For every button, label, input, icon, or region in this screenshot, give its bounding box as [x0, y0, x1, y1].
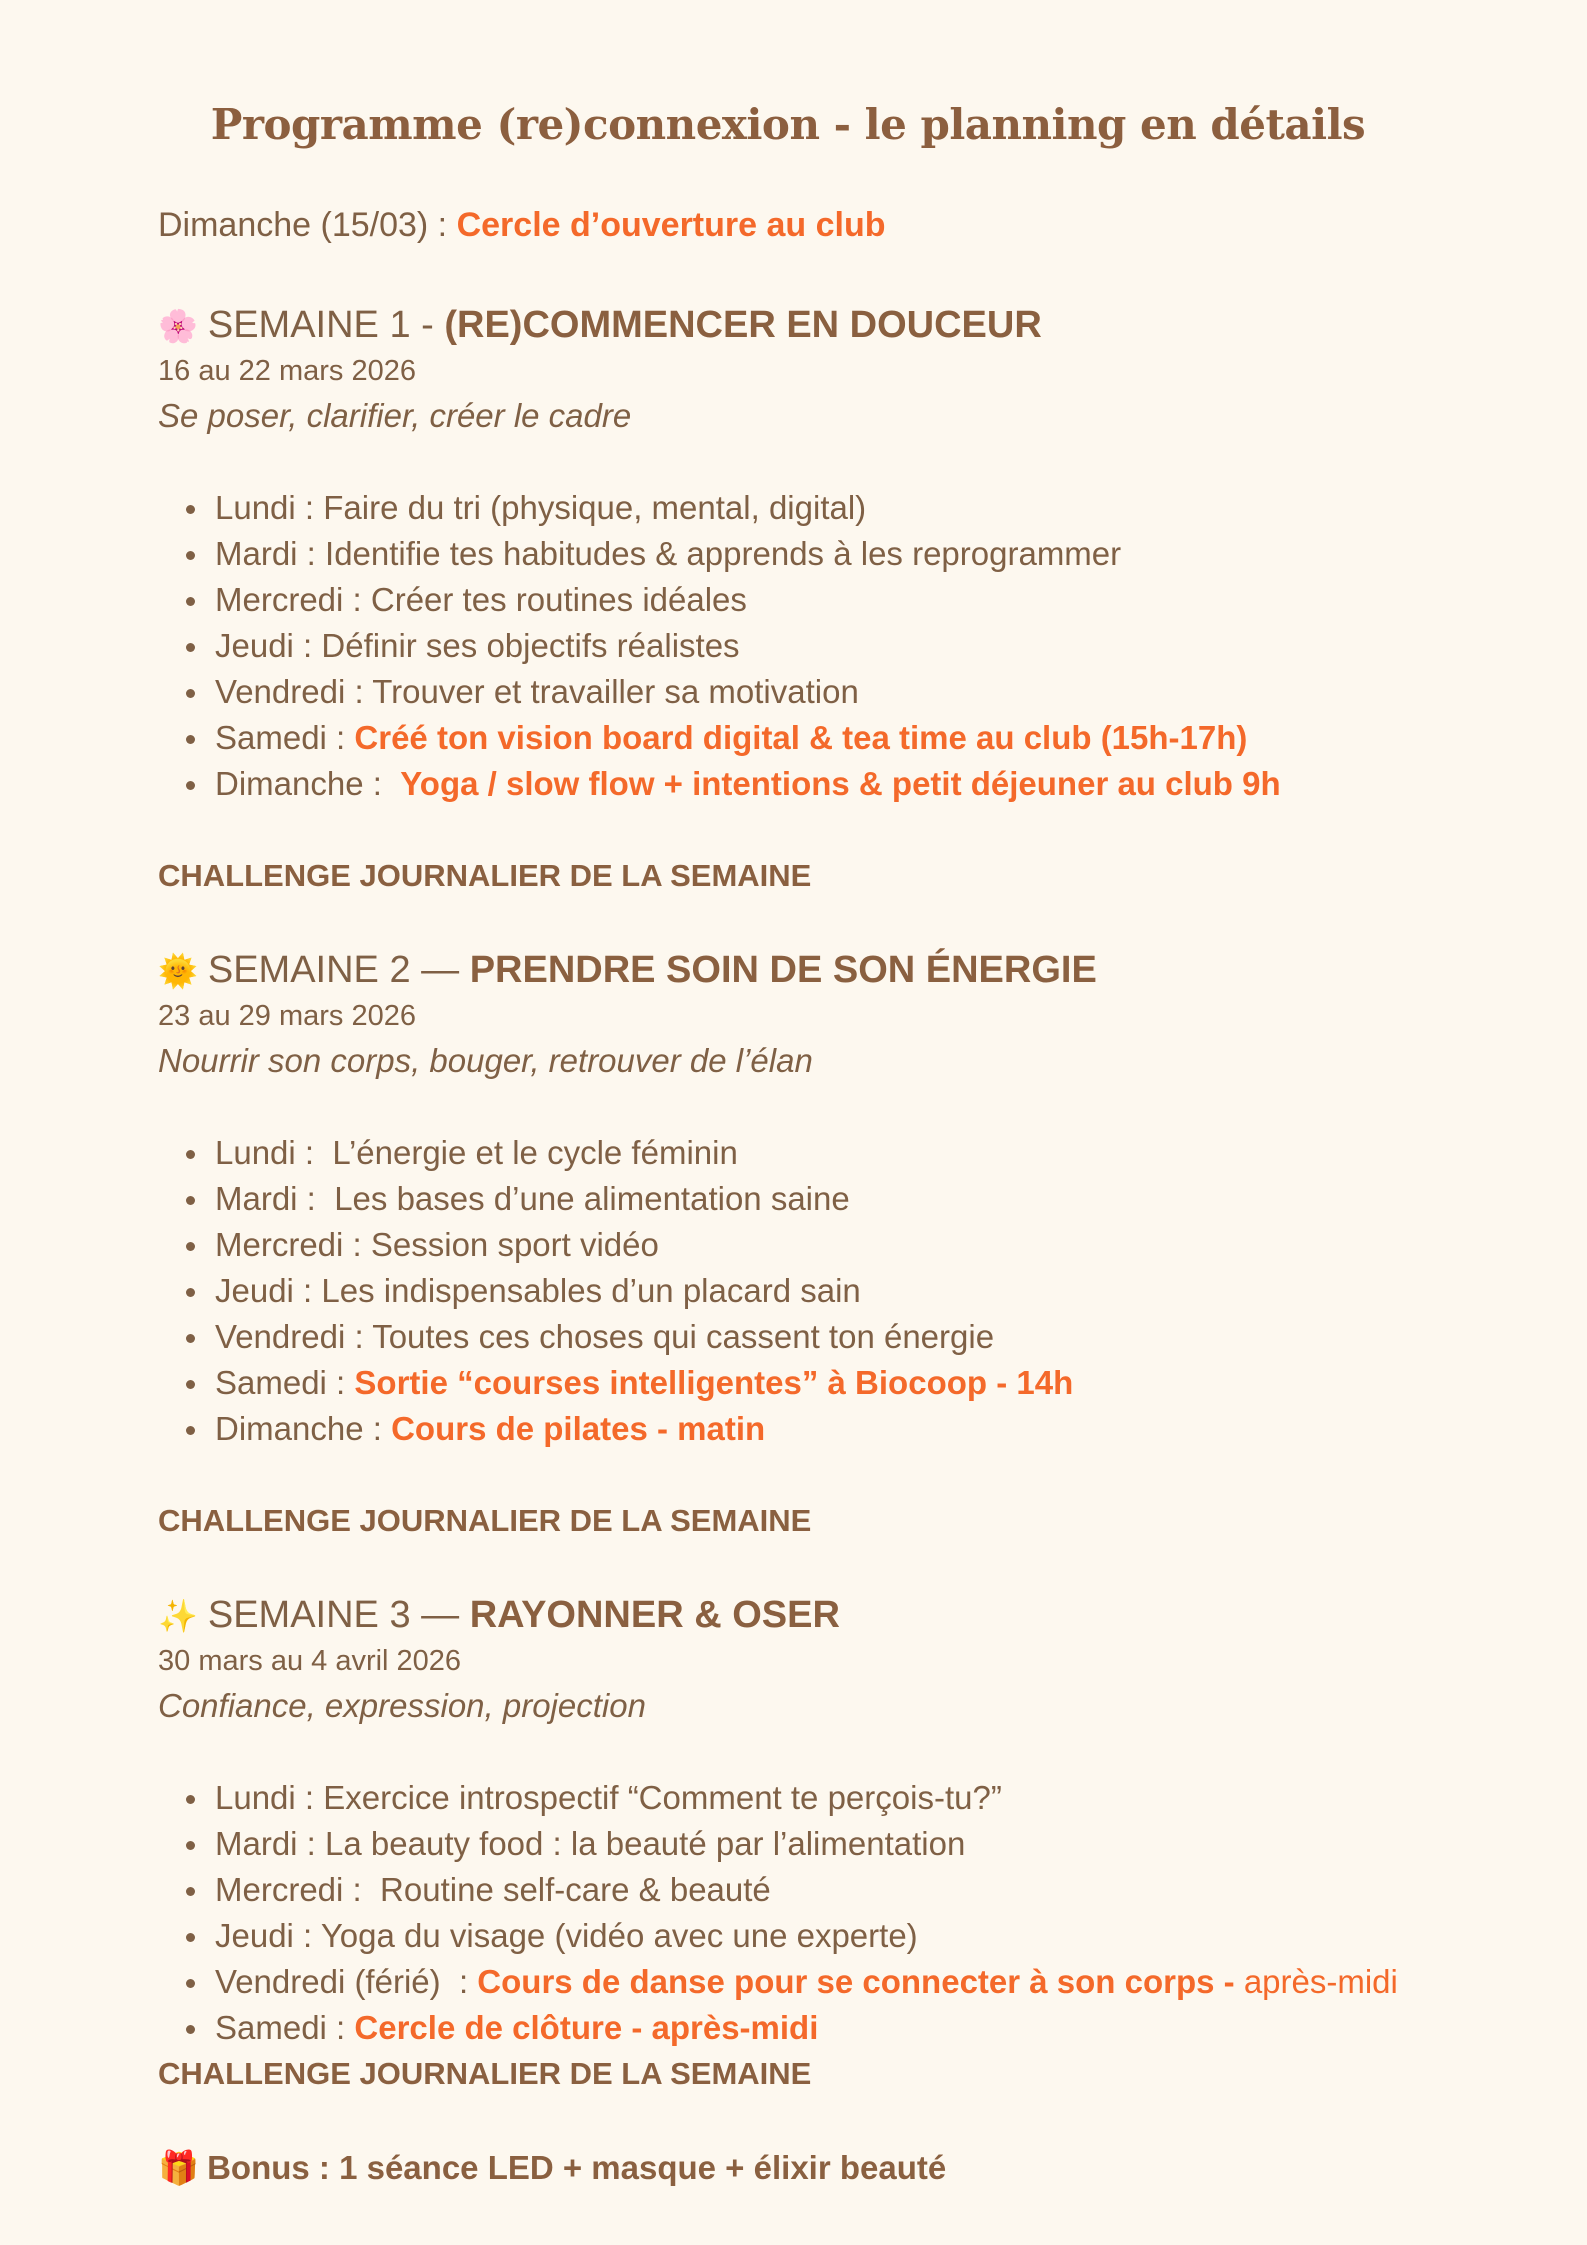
item-highlight: Cours de pilates - matin	[391, 1410, 766, 1447]
week-2-name: PRENDRE SOIN DE SON ÉNERGIE	[469, 949, 1097, 991]
item-text: Trouver et travailler sa motivation	[372, 673, 859, 710]
week-1-prefix: SEMAINE 1 -	[207, 304, 445, 346]
flower-icon: 🌸	[158, 308, 198, 344]
list-item	[186, 715, 1281, 761]
item-text: Créer tes routines idéales	[370, 581, 747, 618]
gift-icon: 🎁	[158, 2149, 200, 2186]
list-item	[186, 1360, 1073, 1406]
item-text: Les indispensables d’un placard sain	[321, 1272, 861, 1309]
list-item	[186, 577, 1281, 623]
list-item	[186, 1775, 1398, 1821]
item-day: Mardi :	[215, 1180, 335, 1217]
week-2-challenge: CHALLENGE JOURNALIER DE LA SEMAINE	[158, 1503, 812, 1538]
item-text: Faire du tri (physique, mental, digital)	[323, 489, 867, 526]
list-item	[186, 1959, 1398, 2005]
list-item	[186, 1268, 1073, 1314]
item-highlight: Créé ton vision board digital & tea time au club (15h-17h)	[354, 719, 1248, 756]
list-item	[186, 669, 1281, 715]
list-item	[186, 531, 1281, 577]
item-day: Jeudi :	[215, 1917, 321, 1954]
list-item	[186, 1314, 1073, 1360]
week-1-name: (RE)COMMENCER EN DOUCEUR	[444, 304, 1042, 346]
item-text: Toutes ces choses qui cassent ton énergie	[372, 1318, 995, 1355]
week-3-challenge: CHALLENGE JOURNALIER DE LA SEMAINE	[158, 2056, 812, 2091]
week-3-dates: 30 mars au 4 avril 2026	[158, 1645, 462, 1677]
item-day: Samedi :	[215, 719, 355, 756]
item-text: Routine self-care & beauté	[380, 1871, 771, 1908]
item-day: Jeudi :	[215, 1272, 322, 1309]
item-highlight: Cours de danse pour se connecter à son corps -	[477, 1963, 1244, 2000]
list-item	[186, 485, 1281, 531]
list-item	[186, 1867, 1398, 1913]
week-3-name: RAYONNER & OSER	[469, 1594, 840, 1636]
week-1-challenge: CHALLENGE JOURNALIER DE LA SEMAINE	[158, 858, 812, 893]
bonus-text: Bonus : 1 séance LED + masque + élixir beauté	[207, 2149, 947, 2186]
week-1-list	[186, 485, 1281, 807]
week-1-dates: 16 au 22 mars 2026	[158, 355, 416, 387]
bonus-line	[158, 2145, 946, 2191]
item-text: L’énergie et le cycle féminin	[332, 1134, 738, 1171]
list-item	[186, 1130, 1073, 1176]
item-highlight: Sortie “courses intelligentes” à Biocoop - 14h	[354, 1364, 1074, 1401]
opening-label: Dimanche (15/03) :	[158, 206, 457, 244]
item-text: La beauty food : la beauté par l’alimentation	[325, 1825, 966, 1862]
item-highlight: Yoga / slow flow + intentions & petit déjeuner au club 9h	[400, 765, 1281, 802]
item-extra: après-midi	[1243, 1963, 1398, 2000]
week-2-title	[158, 947, 1097, 994]
week-3-list	[186, 1775, 1398, 2051]
week-3-subtitle: Confiance, expression, projection	[158, 1687, 646, 1724]
opening-highlight: Cercle d’ouverture au club	[456, 206, 886, 244]
item-day: Dimanche :	[215, 765, 401, 802]
week-3-title	[158, 1592, 840, 1639]
list-item	[186, 1913, 1398, 1959]
sun-icon: 🌞	[158, 953, 198, 989]
item-day: Samedi :	[215, 1364, 355, 1401]
item-text: Définir ses objectifs réalistes	[321, 627, 740, 664]
item-day: Mercredi :	[215, 1871, 381, 1908]
list-item	[186, 761, 1281, 807]
item-day: Jeudi :	[215, 627, 322, 664]
week-3-prefix: SEMAINE 3 —	[207, 1594, 470, 1636]
item-day: Vendredi (férié) :	[215, 1963, 478, 2000]
item-day: Dimanche :	[215, 1410, 392, 1447]
week-2-prefix: SEMAINE 2 —	[207, 949, 470, 991]
item-text: Yoga du visage (vidéo avec une experte)	[320, 1917, 918, 1954]
item-highlight: Cercle de clôture - après-midi	[354, 2009, 819, 2046]
list-item	[186, 1176, 1073, 1222]
item-day: Lundi :	[215, 489, 324, 526]
item-day: Vendredi :	[215, 1318, 373, 1355]
list-item	[186, 1222, 1073, 1268]
item-day: Mercredi :	[215, 1226, 371, 1263]
item-day: Lundi :	[215, 1779, 324, 1816]
sparkles-icon: ✨	[158, 1598, 198, 1634]
item-text: Exercice introspectif “Comment te perçois-tu?”	[323, 1779, 1002, 1816]
week-2-dates: 23 au 29 mars 2026	[158, 1000, 416, 1032]
item-text: Session sport vidéo	[370, 1226, 659, 1263]
week-2-list	[186, 1130, 1073, 1452]
item-day: Samedi :	[215, 2009, 355, 2046]
page-title: Programme (re)connexion - le planning en détails	[210, 100, 1366, 149]
week-2-subtitle: Nourrir son corps, bouger, retrouver de l’élan	[158, 1042, 813, 1079]
list-item	[186, 2005, 1398, 2051]
list-item	[186, 1821, 1398, 1867]
item-text: Identifie tes habitudes & apprends à les reprogrammer	[325, 535, 1122, 572]
item-day: Mercredi :	[215, 581, 371, 618]
item-day: Lundi :	[215, 1134, 333, 1171]
item-day: Mardi :	[215, 1825, 326, 1862]
week-1-title	[158, 302, 1042, 349]
list-item	[186, 623, 1281, 669]
week-1-subtitle: Se poser, clarifier, créer le cadre	[158, 397, 632, 434]
item-day: Mardi :	[215, 535, 326, 572]
item-day: Vendredi :	[215, 673, 373, 710]
item-text: Les bases d’une alimentation saine	[334, 1180, 850, 1217]
list-item	[186, 1406, 1073, 1452]
opening-line	[158, 202, 886, 248]
